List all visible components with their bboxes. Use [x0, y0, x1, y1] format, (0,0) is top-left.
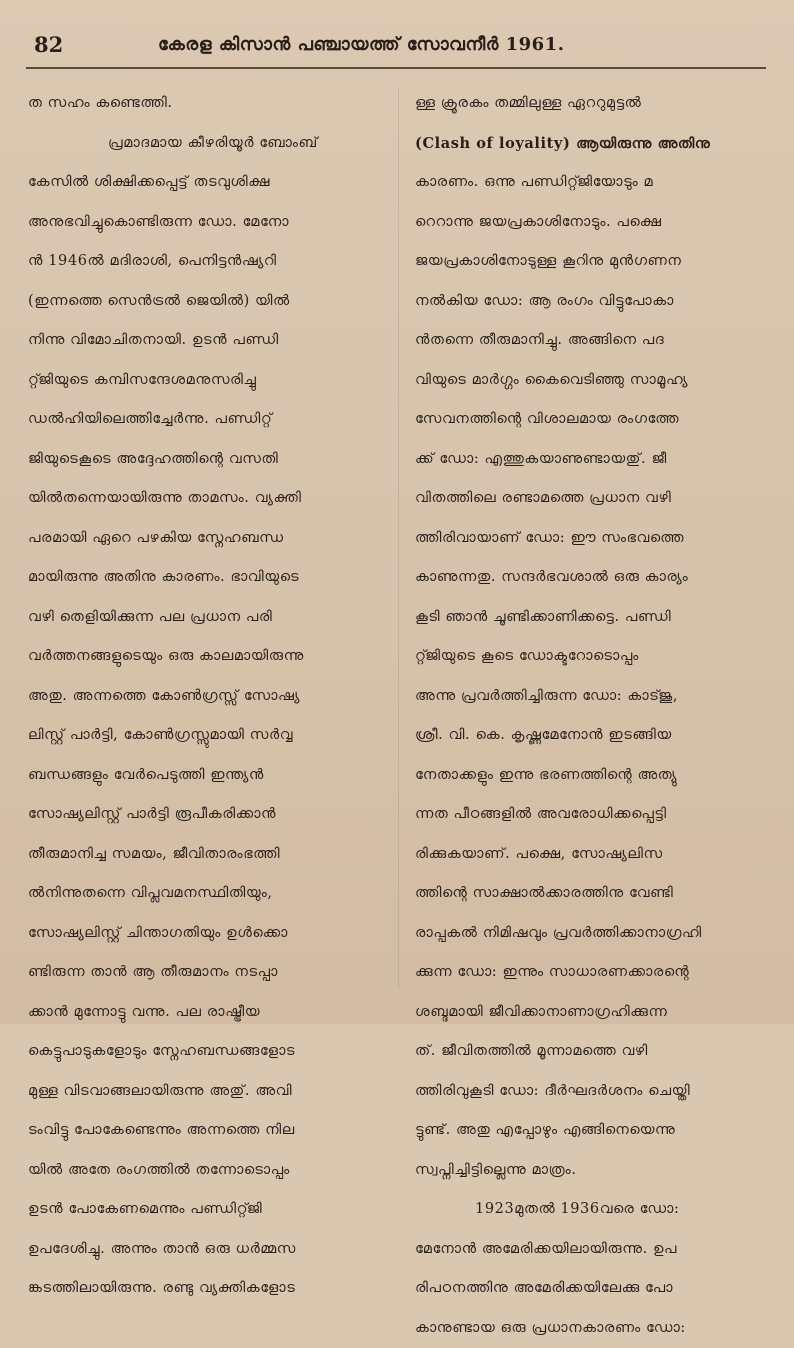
text-line: തീരുമാനിച്ച സമയം, ജീവിതാരംഭത്തി — [28, 835, 383, 875]
text-line: രാപ്പകൽ നിമിഷവും പ്രവർത്തിക്കാനാഗ്രഹി — [415, 914, 760, 954]
text-line: രിപഠനത്തിനു അമേരിക്കയിലേക്കു പോ — [415, 1269, 760, 1309]
text-line: സേവനത്തിന്റെ വിശാലമായ രംഗത്തേ — [415, 400, 760, 440]
text-line: ജിയുടെകൂടെ അദ്ദേഹത്തിന്റെ വസതി — [28, 440, 383, 480]
text-line: ലിസ്റ്റ് പാർട്ടി, കോൺഗ്രസ്സുമായി സർവ്വ — [28, 716, 383, 756]
text-line: ത സഹം കണ്ടെത്തി. — [28, 84, 383, 124]
text-line: കൂടി ഞാൻ ചൂണ്ടിക്കാണിക്കട്ടെ. പണ്ഡി — [415, 598, 760, 638]
text-line: പ്രമാദമായ കീഴരിയൂർ ബോംബ് — [28, 124, 383, 164]
text-line: (Clash of loyality) ആയിരുന്നു അതിനു — [415, 124, 760, 164]
text-line: മുള്ള വിടവാങ്ങലായിരുന്നു അതു്. അവി — [28, 1072, 383, 1112]
text-line: കാണുന്നതു. സന്ദർഭവശാൽ ഒരു കാര്യം — [415, 558, 760, 598]
text-line: വഴി തെളിയിക്കുന്ന പല പ്രധാന പരി — [28, 598, 383, 638]
text-line: റ്റ്ജിയുടെ കൂടെ ഡോക്ടറോടൊപ്പം — [415, 637, 760, 677]
text-line: കേസിൽ ശിക്ഷിക്കപ്പെട്ട് തടവുശിക്ഷ — [28, 163, 383, 203]
text-line: ട്ടുണ്ട്. അതു എപ്പോഴും എങ്ങിനെയെന്നു — [415, 1111, 760, 1151]
text-line: ഡൽഹിയിലെത്തിച്ചേർന്നു. പണ്ഡിറ്റ് — [28, 400, 383, 440]
text-line: ശ്രീ. വി. കെ. കൃഷ്ണമേനോൻ ഇടങ്ങിയ — [415, 716, 760, 756]
text-line: രിക്കുകയാണ്. പക്ഷെ, സോഷ്യലിസ — [415, 835, 760, 875]
text-line: നിന്നു വിമോചിതനായി. ഉടൻ പണ്ഡി — [28, 321, 383, 361]
right-column — [415, 84, 760, 1348]
page-header — [0, 28, 794, 62]
text-line: ങ്കടത്തിലായിരുന്നു. രണ്ടു വ്യക്തികളോട — [28, 1269, 383, 1309]
running-title: കേരള കിസാൻ പഞ്ചായത്ത് സോവനീർ 1961. — [158, 34, 658, 55]
text-line: സോഷ്യലിസ്റ്റ് ചിന്താഗതിയും ഉൾക്കൊ — [28, 914, 383, 954]
left-column — [28, 84, 383, 1309]
text-line: ഉടൻ പോകേണമെന്നും പണ്ഡിറ്റ്ജി — [28, 1190, 383, 1230]
text-line: ത്തിരിവായാണ് ഡോ: ഈ സംഭവത്തെ — [415, 519, 760, 559]
text-line: റ്റ്ജിയുടെ കമ്പിസന്ദേശമനുസരിച്ചു — [28, 361, 383, 401]
text-line: യിൽ അതേ രംഗത്തിൽ തന്നോടൊപ്പം — [28, 1151, 383, 1191]
text-line: അന്നു പ്രവർത്തിച്ചിരുന്ന ഡോ: കാട്ജു, — [415, 677, 760, 717]
text-line: (ഇന്നത്തെ സെൻട്രൽ ജെയിൽ) യിൽ — [28, 282, 383, 322]
text-line: നേതാക്കളും ഇന്നു ഭരണത്തിന്റെ അത്യു — [415, 756, 760, 796]
page-number: 82 — [34, 32, 63, 57]
text-line: ത്തിന്റെ സാക്ഷാൽക്കാരത്തിനു വേണ്ടി — [415, 874, 760, 914]
text-line: ത്തിരിവുകൂടി ഡോ: ദീർഘദർശനം ചെയ്തി — [415, 1072, 760, 1112]
text-line: ന്നത പീഠങ്ങളിൽ അവരോധിക്കപ്പെട്ടി — [415, 795, 760, 835]
text-line: ള്ള ക്രൂരകം തമ്മിലുള്ള ഏററുമുട്ടൽ — [415, 84, 760, 124]
text-line: ൽനിന്നുതന്നെ വിപ്ലവമനസ്ഥിതിയും, — [28, 874, 383, 914]
header-rule — [26, 67, 766, 69]
text-line: വർത്തനങ്ങളുടെയും ഒരു കാലമായിരുന്നു — [28, 637, 383, 677]
text-line: ജയപ്രകാശിനോടുള്ള കൂറിനു മുൻഗണന — [415, 242, 760, 282]
text-line: ശബ്ദമായി ജീവിക്കാനാണാഗ്രഹിക്കുന്ന — [415, 993, 760, 1033]
text-line: വിയുടെ മാർഗ്ഗം കൈവെടിഞ്ഞു സാമൂഹ്യ — [415, 361, 760, 401]
text-line: അനുഭവിച്ചുകൊണ്ടിരുന്ന ഡോ. മേനോ — [28, 203, 383, 243]
text-line: കാനുണ്ടായ ഒരു പ്രധാനകാരണം ഡോ: — [415, 1309, 760, 1348]
text-line: ഉപദേശിച്ചു. അന്നും താൻ ഒരു ധർമ്മസ — [28, 1230, 383, 1270]
text-line: റെറാന്നു ജയപ്രകാശിനോടും. പക്ഷെ — [415, 203, 760, 243]
text-line: മേനോൻ അമേരിക്കയിലായിരുന്നു. ഉപ — [415, 1230, 760, 1270]
text-line: സ്വപ്നിച്ചിട്ടില്ലെന്നു മാത്രം. — [415, 1151, 760, 1191]
text-line: സോഷ്യലിസ്റ്റ് പാർട്ടി രൂപീകരിക്കാൻ — [28, 795, 383, 835]
text-line: ൻ 1946ൽ മദിരാശി, പെനിട്ടൻഷ്യറി — [28, 242, 383, 282]
text-line: ത്. ജീവിതത്തിൽ മൂന്നാമത്തെ വഴി — [415, 1032, 760, 1072]
text-line: കെട്ടുപാടുകളോടും സ്നേഹബന്ധങ്ങളോട — [28, 1032, 383, 1072]
text-line: ക്ക് ഡോ: എത്തുകയാണുണ്ടായതു്. ജീ — [415, 440, 760, 480]
text-line: ബന്ധങ്ങളും വേർപെടുത്തി ഇന്ത്യൻ — [28, 756, 383, 796]
text-line: വിതത്തിലെ രണ്ടാമത്തെ പ്രധാന വഴി — [415, 479, 760, 519]
text-line: ടംവിട്ടു പോകേണ്ടെന്നും അന്നത്തെ നില — [28, 1111, 383, 1151]
text-line: നൽകിയ ഡോ: ആ രംഗം വിട്ടുപോകാ — [415, 282, 760, 322]
text-line: 1923മുതൽ 1936വരെ ഡോ: — [415, 1190, 760, 1230]
text-line: മായിരുന്നു അതിനു കാരണം. ഭാവിയുടെ — [28, 558, 383, 598]
text-line: കാരണം. ഒന്നു പണ്ഡിറ്റ്ജിയോടും മ — [415, 163, 760, 203]
text-line: ക്കാൻ മുന്നോട്ടു വന്നു. പല രാഷ്ട്രീയ — [28, 993, 383, 1033]
column-gutter — [398, 88, 399, 988]
text-line: ണ്ടിരുന്ന താൻ ആ തീരുമാനം നടപ്പാ — [28, 953, 383, 993]
text-line: പരമായി ഏറെ പഴകിയ സ്നേഹബന്ധ — [28, 519, 383, 559]
text-line: ൻതന്നെ തീരുമാനിച്ചു. അങ്ങിനെ പദ — [415, 321, 760, 361]
text-line: അതു. അന്നത്തെ കോൺഗ്രസ്സ് സോഷ്യ — [28, 677, 383, 717]
text-line: യിൽതന്നെയായിരുന്നു താമസം. വ്യക്തി — [28, 479, 383, 519]
text-line: ക്കുന്ന ഡോ: ഇന്നും സാധാരണക്കാരന്റെ — [415, 953, 760, 993]
